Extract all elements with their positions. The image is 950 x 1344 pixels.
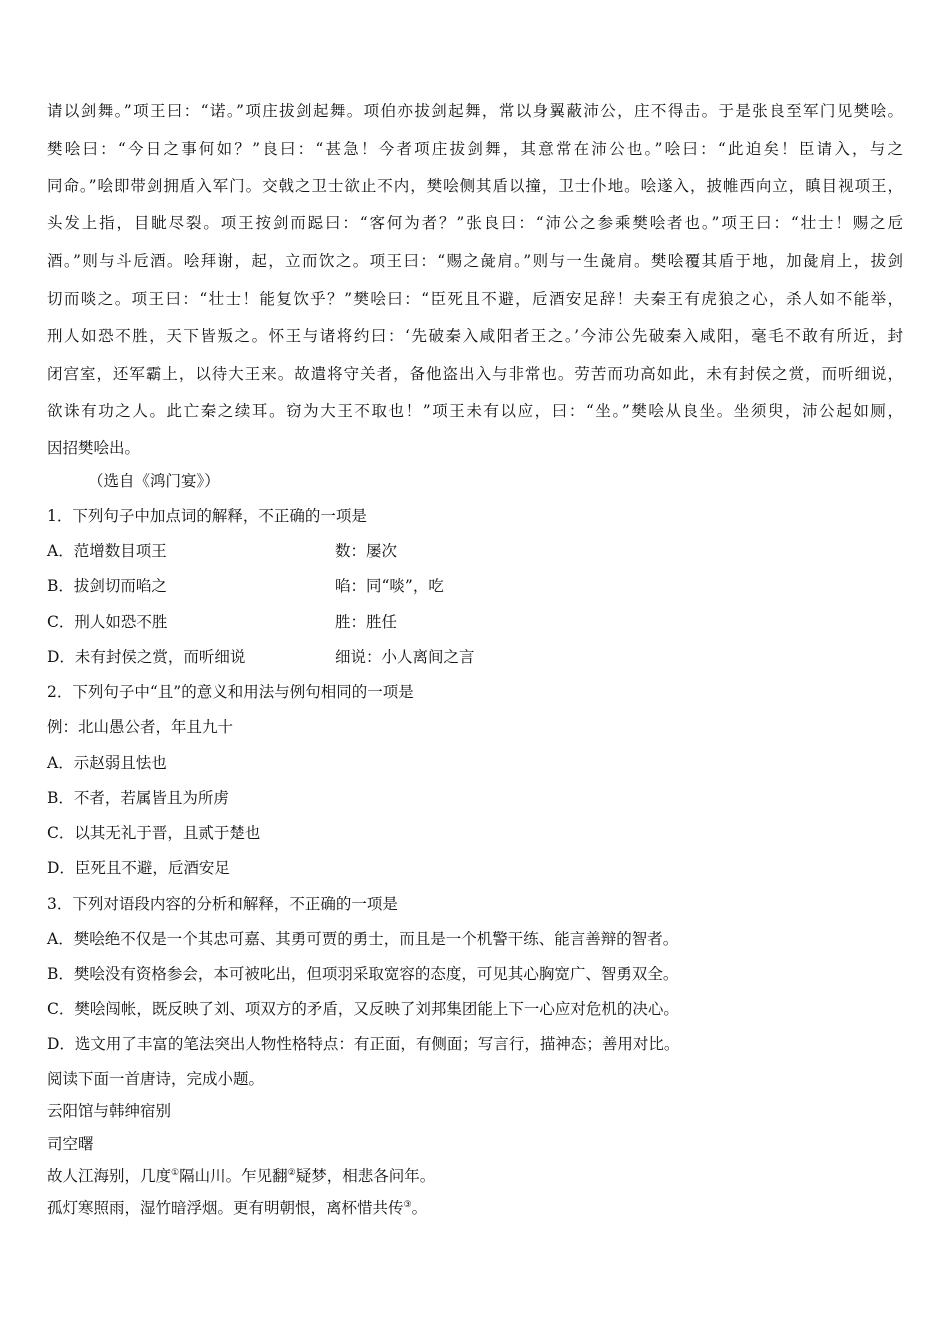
- poem-line-1: 故人江海别，几度①隔山川。乍见翻②疑梦，相悲各问年。: [47, 1167, 436, 1185]
- footnote-marker-2: ②: [287, 1168, 296, 1178]
- passage-line: 樊哙曰：“今日之事何如？”良曰：“甚急！今者项庄拔剑舞，其意常在沛公也。”哙曰：“此迫矣！臣请入，与之: [47, 140, 903, 158]
- poem-author: 司空曙: [47, 1135, 94, 1153]
- question-2-option-a: A．示赵弱且怯也: [47, 754, 167, 772]
- question-2-option-b: B．不者，若属皆且为所虏: [47, 789, 229, 807]
- passage-line: 欲诛有功之人。此亡秦之续耳。窃为大王不取也！”项王未有以应，曰：“坐。”樊哙从良坐。坐须臾，沛公起如厕，: [47, 402, 903, 420]
- footnote-marker-3: ③: [403, 1200, 412, 1210]
- passage-source: （选自《鸿门宴》）: [88, 472, 220, 490]
- passage-line: 因招樊哙出。: [47, 439, 141, 457]
- question-1-option-d: D．未有封侯之赏，而听细说: [47, 648, 246, 666]
- passage-line: 刑人如恐不胜，天下皆叛之。怀王与诸将约曰：‘先破秦入咸阳者王之。’今沛公先破秦入咸阳，毫毛不敢有所近，封: [47, 327, 903, 345]
- poem-title: 云阳馆与韩绅宿别: [47, 1102, 172, 1120]
- question-1-option-c: C．刑人如恐不胜: [47, 613, 168, 631]
- question-1-option-a: A．范增数目项王: [47, 542, 167, 560]
- question-3-option-c: C．樊哙闯帐，既反映了刘、项双方的矛盾，又反映了刘邦集团能上下一心应对危机的决心。: [47, 1000, 679, 1018]
- question-1-option-c-meaning: 胜：胜任: [335, 613, 398, 631]
- question-3-option-d: D．选文用了丰富的笔法突出人物性格特点：有正面，有侧面；写言行，描神态；善用对比。: [47, 1035, 680, 1053]
- passage-line: 请以剑舞。”项王曰：“诺。”项庄拔剑起舞。项伯亦拔剑起舞，常以身翼蔽沛公，庄不得击。于是张良至军门见樊哙。: [47, 102, 903, 120]
- question-1-stem: 1．下列句子中加点词的解释，不正确的一项是: [47, 507, 367, 525]
- question-1-option-b-meaning: 啗：同“啖”，吃: [335, 577, 444, 595]
- passage-line: 切而啖之。项王曰：“壮士！能复饮乎？”樊哙曰：“臣死且不避，卮酒安足辞！夫秦王有虎狼之心，杀人如不能举，: [47, 290, 903, 308]
- passage-line: 酒。”则与斗卮酒。哙拜谢，起，立而饮之。项王曰：“赐之彘肩。”则与一生彘肩。樊哙覆其盾于地，加彘肩上，拔剑: [47, 252, 903, 270]
- poem-instruction: 阅读下面一首唐诗，完成小题。: [47, 1070, 265, 1088]
- question-3-option-a: A．樊哙绝不仅是一个其忠可嘉、其勇可贾的勇士，而且是一个机警干练、能言善辩的智者。: [47, 930, 679, 948]
- question-2-option-c: C．以其无礼于晋，且贰于楚也: [47, 824, 261, 842]
- passage-line: 头发上指，目眦尽裂。项王按剑而跽曰：“客何为者？”张良曰：“沛公之参乘樊哙者也。”项王曰：“壮士！赐之卮: [47, 214, 903, 232]
- question-2-option-d: D．臣死且不避，卮酒安足: [47, 859, 230, 877]
- footnote-marker-1: ①: [171, 1168, 180, 1178]
- question-2-example: 例：北山愚公者，年且九十: [47, 718, 234, 736]
- question-2-stem: 2．下列句子中“且”的意义和用法与例句相同的一项是: [47, 683, 414, 701]
- question-3-stem: 3．下列对语段内容的分析和解释，不正确的一项是: [47, 895, 398, 913]
- passage-line: 闭宫室，还军霸上，以待大王来。故遣将守关者，备他盗出入与非常也。劳苦而功高如此，未有封侯之赏，而听细说，: [47, 365, 903, 383]
- question-1-option-a-meaning: 数：屡次: [335, 542, 398, 560]
- question-3-option-b: B．樊哙没有资格参会，本可被叱出，但项羽采取宽容的态度，可见其心胸宽广、智勇双全。: [47, 965, 679, 983]
- passage-line: 同命。”哙即带剑拥盾入军门。交戟之卫士欲止不内，樊哙侧其盾以撞，卫士仆地。哙遂入，披帷西向立，瞋目视项王，: [47, 177, 903, 195]
- question-1-option-b: B．拔剑切而啗之: [47, 577, 167, 595]
- poem-line-2: 孤灯寒照雨，湿竹暗浮烟。更有明朝恨，离杯惜共传③。: [47, 1199, 428, 1217]
- question-1-option-d-meaning: 细说：小人离间之言: [335, 648, 475, 666]
